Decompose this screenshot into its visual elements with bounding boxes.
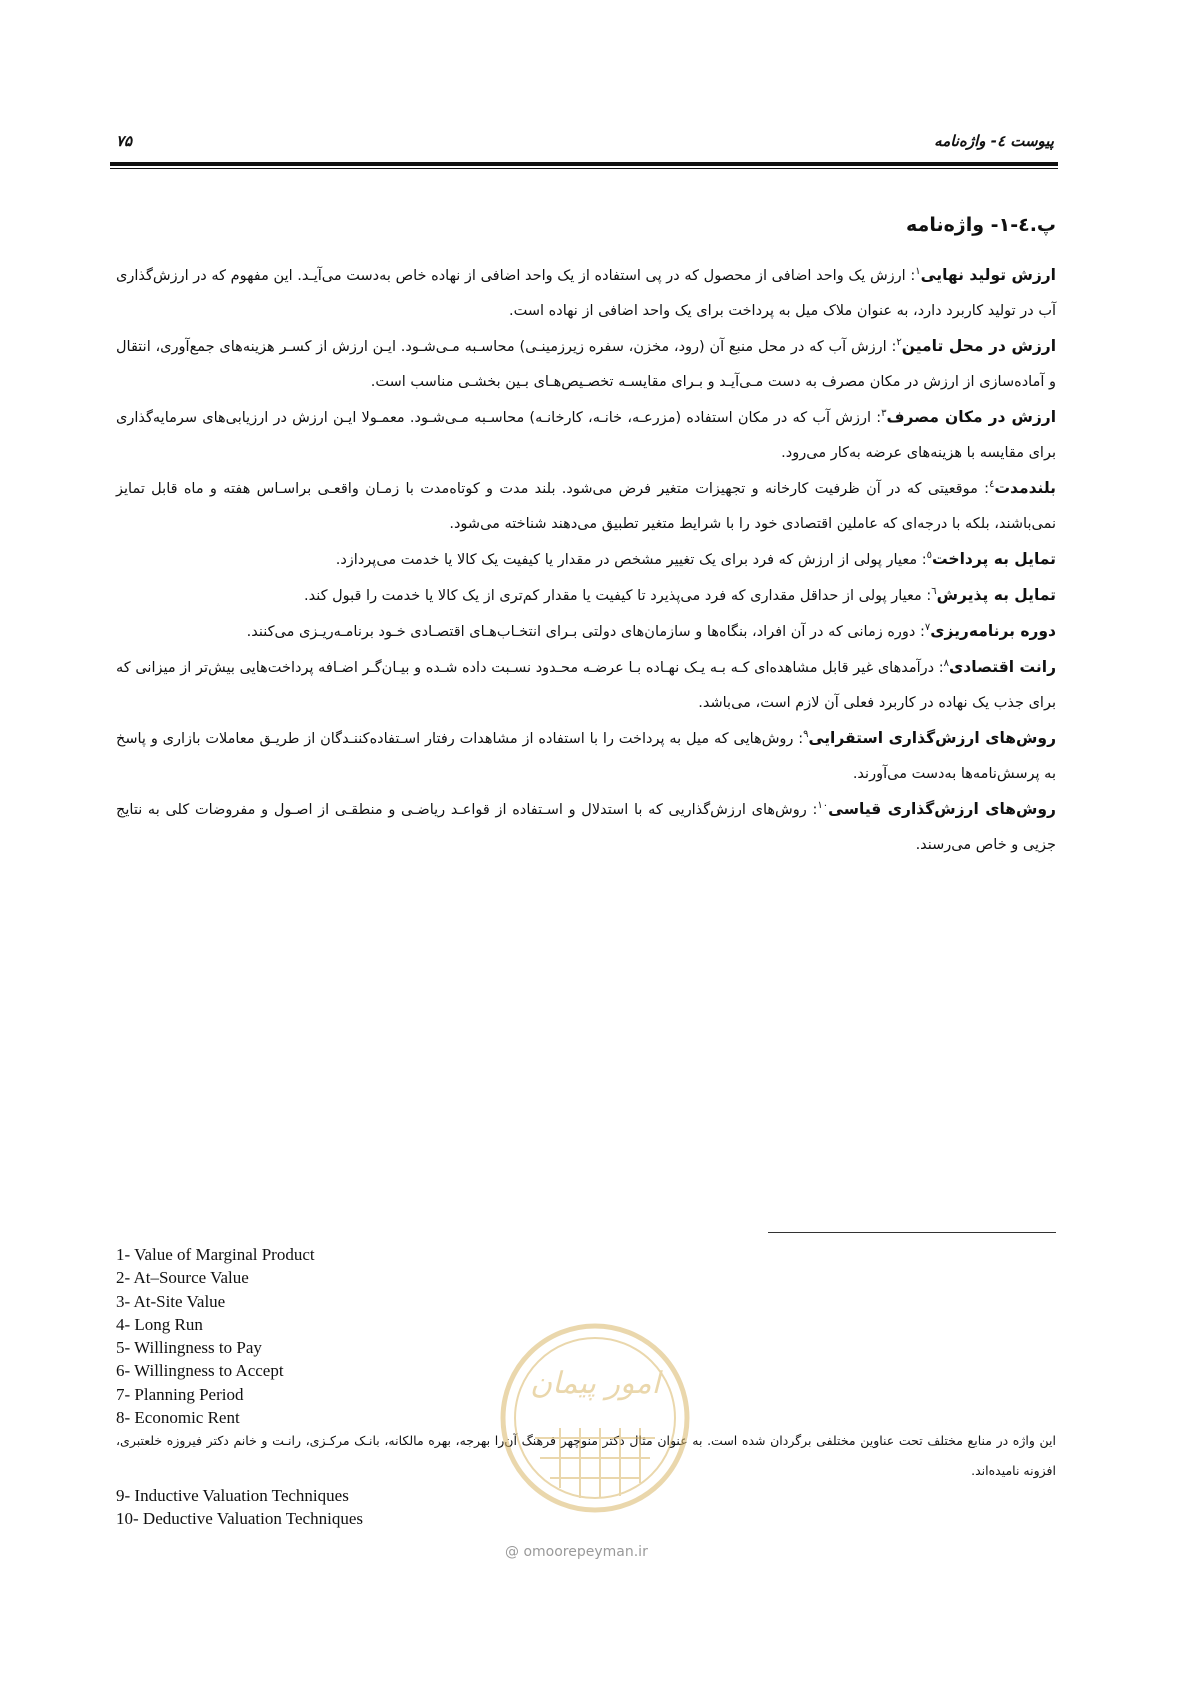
glossary-term: تمایل به پرداخت	[931, 550, 1056, 568]
glossary-term: روش‌های ارزش‌گذاری استقرایی	[808, 729, 1056, 747]
glossary-entry	[116, 578, 1056, 614]
glossary-definition: : روش‌هایی که میل به پرداخت را با استفاده از مشاهدات رفتار اسـتفاده‌کننـدگان از طریـق معاملات بازاری و پاسخ به پرسش‌نامه‌ها به‌دست می‌آورند.	[116, 731, 1056, 782]
footnote: 5- Willingness to Pay	[116, 1338, 262, 1358]
footnote-list	[116, 1243, 315, 1429]
section-title: پ.٤-١- واژه‌نامه	[906, 214, 1056, 236]
footnote-ref: ٥	[926, 550, 932, 562]
footnote-separator	[768, 1232, 1056, 1233]
glossary-term: ارزش در مکان مصرف	[886, 408, 1057, 426]
glossary-entry	[116, 792, 1056, 863]
watermark-seal-text: امور پیمان	[530, 1366, 660, 1401]
footnote-ref: ٣	[881, 408, 887, 420]
footnote: 7- Planning Period	[116, 1384, 244, 1404]
glossary-term: رانت اقتصادی	[949, 658, 1056, 676]
glossary-definition: : معیار پولی از حداقل مقداری که فرد می‌پذیرد تا کیفیت یا مقدار کم‌تری از یک کالا یا خدمت را قبول کند.	[303, 588, 932, 604]
footnote-ref: ٧	[924, 622, 931, 634]
glossary-term: بلندمدت	[994, 479, 1056, 497]
glossary-body	[116, 214, 1056, 863]
footnote-ref: ٤	[989, 479, 995, 491]
glossary-entry	[116, 258, 1056, 329]
footnote: 4- Long Run	[116, 1314, 203, 1334]
glossary-term: دوره برنامه‌ریزی	[930, 622, 1056, 640]
watermark-seal-icon	[490, 1318, 700, 1518]
glossary-term: ارزش تولید نهایی	[920, 266, 1056, 284]
running-title: پیوست ٤- واژه‌نامه	[934, 132, 1054, 150]
watermark-url: @ omoorepeyman.ir	[505, 1544, 648, 1560]
header-rule-thin	[110, 168, 1058, 169]
page-header	[110, 132, 1058, 172]
glossary-term: تمایل به پذیرش	[936, 586, 1056, 604]
glossary-definition: : ارزش آب که در محل منبع آن (رود، مخزن، سفره زیرزمینـی) محاسـبه مـی‌شـود. ایـن ارزش از کسـر هزینه‌های جمع‌آوری، انتقال و آماده‌سازی از ارزش در مکان مصرف به دست مـی‌آیـد و بـرای مقایسـه تخصـیص‌هـای بـین بخشـی مناسب است.	[116, 339, 1056, 390]
footnote-note: این واژه در منابع مختلف تحت عناوین مختلفی برگردان شده است. به عنوان مثال دکتر منوچهر فرهنگ آن‌را بهرجه، بهره مالکانه، بانـک مرکـزی، رانـت و خانم دکتر فیروزه خلعتبری، افزونه نامیده‌اند.	[116, 1433, 1056, 1478]
footnote: 10- Deductive Valuation Techniques	[116, 1509, 363, 1529]
glossary-entry	[116, 329, 1056, 400]
footnote: 2- At–Source Value	[116, 1268, 249, 1288]
footnote-ref: ٦	[931, 586, 937, 598]
footnote: 3- At-Site Value	[116, 1291, 226, 1311]
glossary-term: روش‌های ارزش‌گذاری قیاسی	[828, 800, 1056, 818]
glossary-entry	[116, 614, 1056, 650]
glossary-entry	[116, 471, 1056, 542]
footnote-list-2	[116, 1484, 363, 1531]
glossary-definition: : دوره زمانی که در آن افراد، بنگاه‌ها و سازمان‌های دولتی بـرای انتخـاب‌هـای اقتصـادی خـود برنامـه‌ریـزی می‌کنند.	[246, 624, 925, 640]
glossary-definition: : روش‌های ارزش‌گذاریی که با استدلال و اسـتفاده از قواعـد ریاضـی و منطقـی از اصـول و مفروضات کلی به نتایج جزیی و خاص می‌رسند.	[116, 802, 1056, 853]
page-number: ۷۵	[116, 132, 133, 150]
glossary-definition: : ارزش یک واحد اضافی از محصول که در پی استفاده از یک واحد اضافی از نهاده خاص به‌دست می‌آیـد. این مفهوم که در ارزش‌گذاری آب در تولید کاربرد دارد، به عنوان ملاک میل به پرداخت برای یک واحد اضافی از نهاده است.	[116, 268, 1056, 319]
glossary-entry	[116, 721, 1056, 792]
glossary-entry	[116, 650, 1056, 721]
glossary-term: ارزش در محل تامین	[901, 337, 1057, 355]
footnote: 1- Value of Marginal Product	[116, 1245, 315, 1264]
glossary-definition: : معیار پولی از ارزش که فرد برای یک تغییر مشخص در مقدار یا کیفیت یک کالا یا خدمت می‌پردازد.	[335, 552, 927, 568]
footnote-ref: ١	[915, 266, 921, 278]
glossary-definition: : موقعیتی که در آن ظرفیت کارخانه و تجهیزات متغیر فرض می‌شود. بلند مدت و کوتاه‌مدت با زمـان واقعـی براسـاس هفته و ماه قابل تمایز نمی‌باشند، بلکه با درجه‌ای که عاملین اقتصادی خود را با شرایط متغیر تطبیق می‌دهند شناخته می‌شود.	[116, 481, 1056, 532]
glossary-definition: : درآمدهای غیر قابل مشاهده‌ای کـه بـه یـک نهـاده بـا عرضـه محـدود نسـبت داده شـده و بیـان‌گـر اضـافه پرداخت‌هایی بیش‌تر از میزانی که برای جذب یک نهاده در کاربرد فعلی آن لازم است، می‌باشد.	[116, 660, 1056, 711]
footnote-ref: ٢	[896, 337, 902, 349]
watermark-url-text: omoorepeyman.ir	[523, 1544, 648, 1560]
footnote-ref: ٩	[803, 729, 809, 741]
footnote: 9- Inductive Valuation Techniques	[116, 1486, 349, 1505]
glossary-entry	[116, 400, 1056, 471]
glossary-entry	[116, 542, 1056, 578]
footnote: 8- Economic Rent	[116, 1408, 240, 1428]
footnote: 6- Willingness to Accept	[116, 1361, 284, 1381]
glossary-definition: : ارزش آب که در مکان استفاده (مزرعـه، خانـه، کارخانـه) محاسـبه مـی‌شـود. معمـولا ایـن ارزش در ارزیابی‌های سرمایه‌گذاری برای مقایسه با هزینه‌های عرضه به‌کار می‌رود.	[116, 410, 1056, 461]
footnote-ref: ٨	[943, 658, 950, 670]
footnote-ref: ١٠	[817, 800, 829, 812]
header-rule-thick	[110, 162, 1058, 166]
